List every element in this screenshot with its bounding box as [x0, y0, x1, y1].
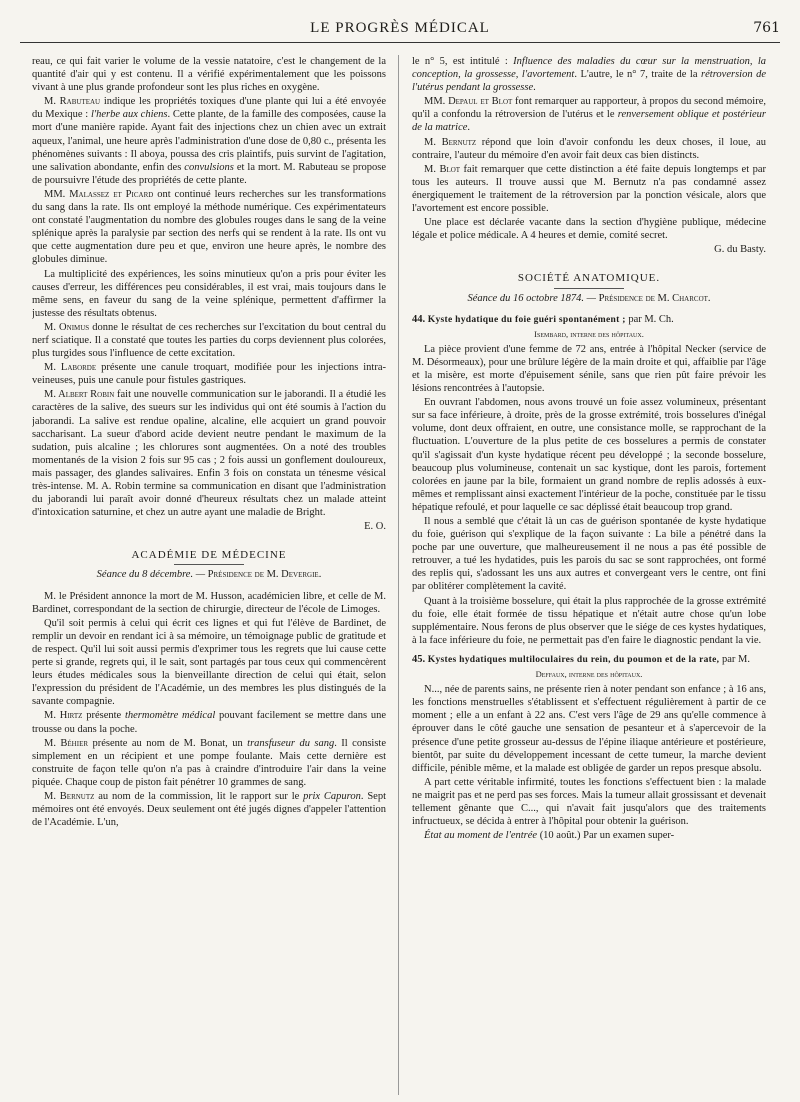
paragraph: État au moment de l'entrée (10 août.) Par un examen super-	[424, 830, 675, 842]
article-heading: 44. Kyste hydatique du foie guéri spontanément ; par M. Ch.	[412, 313, 674, 325]
page-number: 761	[753, 20, 780, 36]
paragraph: M. Laborde présente une canule troquart, modifiée pour les injections intra-veineuses, puis une canule pour fistules gastriques.	[32, 362, 386, 387]
speaker-name: M. Béhier	[44, 737, 89, 749]
paragraph: Il nous a semblé que c'était là un cas de guérison spontanée de kyste hydatique du foie, guérison qui s'explique de la façon suivante : La bile a pénétré dans la poche par une ouverture, que malheureusement il ne nous a pas été possible de retrouver, a tué les hydatides, puis les parois du sac se sont rapprochées, ont formé des replis qui, s'adossant les uns aux autres et convergeant vers le centre, ont fini par oblitérer complètement la cavité.	[412, 516, 766, 593]
signature: G. du Basty.	[714, 244, 766, 256]
paragraph: M. Onimus donne le résultat de ces recherches sur l'excitation du bout central du nerf sciatique. Il a constaté que toutes les parties du corps deviennent plus colorées, plus turgides sous l'influence de cette excitation.	[32, 321, 386, 360]
speaker-name: M. Laborde	[44, 362, 97, 374]
speaker-name: MM. Malassez et Picard	[44, 188, 154, 200]
paragraph: En ouvrant l'abdomen, nous avons trouvé un foie assez volumineux, présentant sur sa face inférieure, à droite, près de la grosse extrémité, trois bosselures d'inégal volume, dont deux offraient, en outre, une consistance molle, se rapprochant de la fluctuation. L'ouverture de la plus petite de ces bosselures a permis de constater qu'il s'agissait d'un kyste hydatique récent peu développé ; la seconde bosselure, beaucoup plus volumineuse, contenait un sac kystique, dont les parois, fortement colorées en jaune par la bile, formaient un grand nombre de replis adossés à eux-mêmes et remplissant ainsi exactement l'intérieur de la poche, constituée par le tissu hépatique refoulé, et pour laquelle ce sac déplissé était beaucoup trop grand.	[412, 397, 766, 513]
paragraph: MM. Malassez et Picard ont continué leurs recherches sur les transformations du sang dans la rate. Ils ont employé la méthode numérique. Ces expérimentateurs ont constaté l'augmentation du nombre des globules rouges dans le sang de la veine splénique après la paralysie par section des nerfs qui se rendent à la rate. Ils ont vu que cette augmentation dure peu et que, environ une heure après, le nombre des globules diminue.	[32, 188, 386, 266]
paragraph: M. Bernutz répond que loin d'avoir confondu les deux choses, il loue, au contraire, l'auteur du mémoire d'en avoir fait deux cas bien distincts.	[412, 136, 766, 161]
article-heading: 45. Kystes hydatiques multiloculaires du rein, du poumon et de la rate, par M.	[412, 653, 750, 665]
column-divider	[398, 55, 399, 1095]
speaker-name: M. Bernutz	[44, 790, 95, 802]
seance-line: Séance du 16 octobre 1874. — Présidence de M. Charcot.	[467, 292, 711, 304]
section-title: ACADÉMIE DE MÉDECINE	[131, 549, 287, 562]
speaker-name: M. Blot	[424, 163, 461, 175]
paragraph: Quant à la troisième bosselure, qui était la plus rapprochée de la grosse extrémité du foie, elle était formée de tissu hépatique et n'était autre chose qu'un lobe supplémentaire. Nous ferons de plus observer que le siége de ces kystes hydatiques, à la face inférieure du foie, ne permettait pas d'en faire le diagnostic pendant la vie.	[412, 595, 766, 646]
section-rule	[554, 288, 624, 289]
paragraph: M. Blot fait remarquer que cette distinction a été faite depuis longtemps et par tous les auteurs. Il trouve aussi que M. Bernutz n'a pas condamné assez énergiquement le traitement de la rétroversion par la ponction vésicale, alors que l'avortement est encore possible.	[412, 163, 766, 215]
article-author: Deffaux, interne des hôpitaux.	[535, 669, 643, 680]
speaker-name: MM. Depaul et Blot	[424, 96, 513, 108]
running-head	[20, 20, 780, 43]
paragraph: N..., née de parents sains, ne présente rien à noter pendant son enfance ; à 16 ans, les fonctions menstruelles s'établissent et s'effectuent régulièrement à partir de ce moment ; elle a un enfant à 22 ans. C'est vers l'âge de 29 ans qu'elle commence à éprouver dans le côté gauche une sensation de pesanteur et à s'apercevoir de la présence d'une petite grosseur au-dessus de l'épine iliaque antérieure et postérieure, bientôt, par suite du développement incessant de cette tumeur, la marche devient difficile, pénible même, et la malade est obligée de garder un repos presque absolu.	[412, 684, 766, 774]
paragraph: M. Rabuteau indique les propriétés toxiques d'une plante qui lui a été envoyée du Mexique : l'herbe aux chiens. Cette plante, de la famille des composées, cause la mort d'une manière rapide. Ayant fait des injections chez un chien avec un extrait aqueux, l'animal, une heure après l'administration d'une dose de 0,80 c., présenta les phénomènes suivants : Il aboya, poussa des cris plaintifs, puis survint de l'agitation, une salivation abondante, enfin des convulsions et la mort. M. Rabuteau se propose de poursuivre l'étude des propriétés de cette plante.	[32, 96, 386, 186]
speaker-name: M. Rabuteau	[44, 96, 101, 108]
signature: E. O.	[364, 521, 386, 533]
seance-line: Séance du 8 décembre. — Présidence de M. Devergie.	[96, 569, 322, 581]
paragraph: La pièce provient d'une femme de 72 ans, entrée à l'hôpital Necker (service de M. Désormeaux), pour une brûlure légère de la main droite et qui, affaiblie par l'âge et la misère, est morte d'épuisement sénile, sans que rien pût faire prévoir les lésions rencontrées à l'autopsie.	[412, 343, 766, 395]
paragraph: Qu'il soit permis à celui qui écrit ces lignes et qui fut l'élève de Bardinet, de remplir un devoir en rendant ici à sa mémoire, un témoignage public de gratitude et de respect. Qu'il lui soit aussi permis d'exprimer tous les regrets que lui cause cette perte si grande, regrets qui, il le sait, sont partagés par tous ceux qui commencèrent leurs études médicales sous la bienveillante direction de celui qui était, selon l'expression du président de l'Académie, un des membres les plus distingués de la savante compagnie.	[32, 617, 386, 708]
paragraph: Une place est déclarée vacante dans la section d'hygiène publique, médecine légale et police médicale. A 4 heures et demie, comité secret.	[412, 217, 766, 242]
left-column	[32, 55, 386, 1095]
paragraph: M. Albert Robin fait une nouvelle communication sur le jaborandi. Il a étudié les caractères de la salive, des sueurs sur les individus qui ont été soumis à l'action du jaborandi. La salive est rendue opaline, alcaline, elle acquiert un grand pouvoir saccharisant. La sueur d'abord acide devient neutre pendant le maximum de la sudation, puis alcaline ; les chlorures sont augmentées. On a noté des troubles momentanés de la vision 2 fois sur 95 cas ; 2 fois aussi un gonflement douloureux, mais passager, des glandes salivaires. Enfin 3 fois on constata un ténesme vésical très-intense. M. A. Robin termine sa communication en disant que l'administration du jaborandi lui paraît avoir donné d'heureux résultats chez un malade atteint d'intoxication saturnine, et chez un autre ayant une maladie de Bright.	[32, 389, 386, 519]
paragraph: reau, ce qui fait varier le volume de la vessie natatoire, c'est le changement de la quantité d'air qui y est contenu. Il a vérifié expérimentalement que les poissons vivant à une plus grande profondeur sont les plus riches en oxygène.	[32, 56, 386, 94]
speaker-name: M. Bernutz	[424, 136, 477, 148]
paragraph: La multiplicité des expériences, les soins minutieux qu'on a pris pour éviter les causes d'erreur, les différences peu considérables, il est vrai, mais toujours dans le même sens, en faveur du sang de la veine splénique, permettent d'affirmer la justesse des résultats obtenus.	[32, 268, 386, 319]
paragraph: le n° 5, est intitulé : Influence des maladies du cœur sur la menstruation, la conception, la grossesse, l'avortement. L'autre, le n° 7, traite de la rétroversion de l'utérus pendant la grossesse.	[412, 56, 766, 94]
right-column	[412, 55, 766, 1095]
paragraph: MM. Depaul et Blot font remarquer au rapporteur, à propos du second mémoire, qu'il a confondu la rétroversion de l'utérus et le renversement oblique et postérieur de la matrice.	[412, 96, 766, 134]
speaker-name: M. Hirtz	[44, 710, 83, 722]
section-rule	[174, 564, 244, 565]
journal-title: LE PROGRÈS MÉDICAL	[310, 20, 490, 36]
speaker-name: M. Onimus	[44, 321, 90, 333]
paragraph: M. le Président annonce la mort de M. Husson, académicien libre, et celle de M. Bardinet, correspondant de la section de chirurgie, directeur de l'école de Limoges.	[32, 590, 386, 615]
paragraph: M. Hirtz présente thermomètre médical pouvant facilement se mettre dans une trousse ou dans la poche.	[32, 710, 386, 735]
section-title: SOCIÉTÉ ANATOMIQUE.	[517, 272, 661, 285]
paragraph: M. Bernutz au nom de la commission, lit le rapport sur le prix Capuron. Sept mémoires ont été envoyés. Deux seulement ont été jugés dignes d'appeler l'attention de l'Académie. L'un,	[32, 790, 386, 829]
paragraph: A part cette véritable infirmité, toutes les fonctions s'effectuent bien : la malade ne maigrit pas et ne perd pas ses forces. Mais la tumeur allait grossissant et devenait tellement gênante que C..., qui n'avait fait jusqu'alors que des traitements infructueux, se décida à entrer à l'hôpital pour obtenir la guérison.	[412, 776, 766, 828]
speaker-name: M. Albert Robin	[44, 389, 115, 401]
article-author: Isembard, interne des hôpitaux.	[534, 328, 644, 339]
paragraph: M. Béhier présente au nom de M. Bonat, un transfuseur du sang. Il consiste simplement en un récipient et une pompe foulante. Mais cette dernière est construite de façon telle qu'on n'a pas à craindre d'introduire l'air dans la veine piquée. Chaque coup de piston fait pénétrer 10 grammes de sang.	[32, 737, 386, 788]
